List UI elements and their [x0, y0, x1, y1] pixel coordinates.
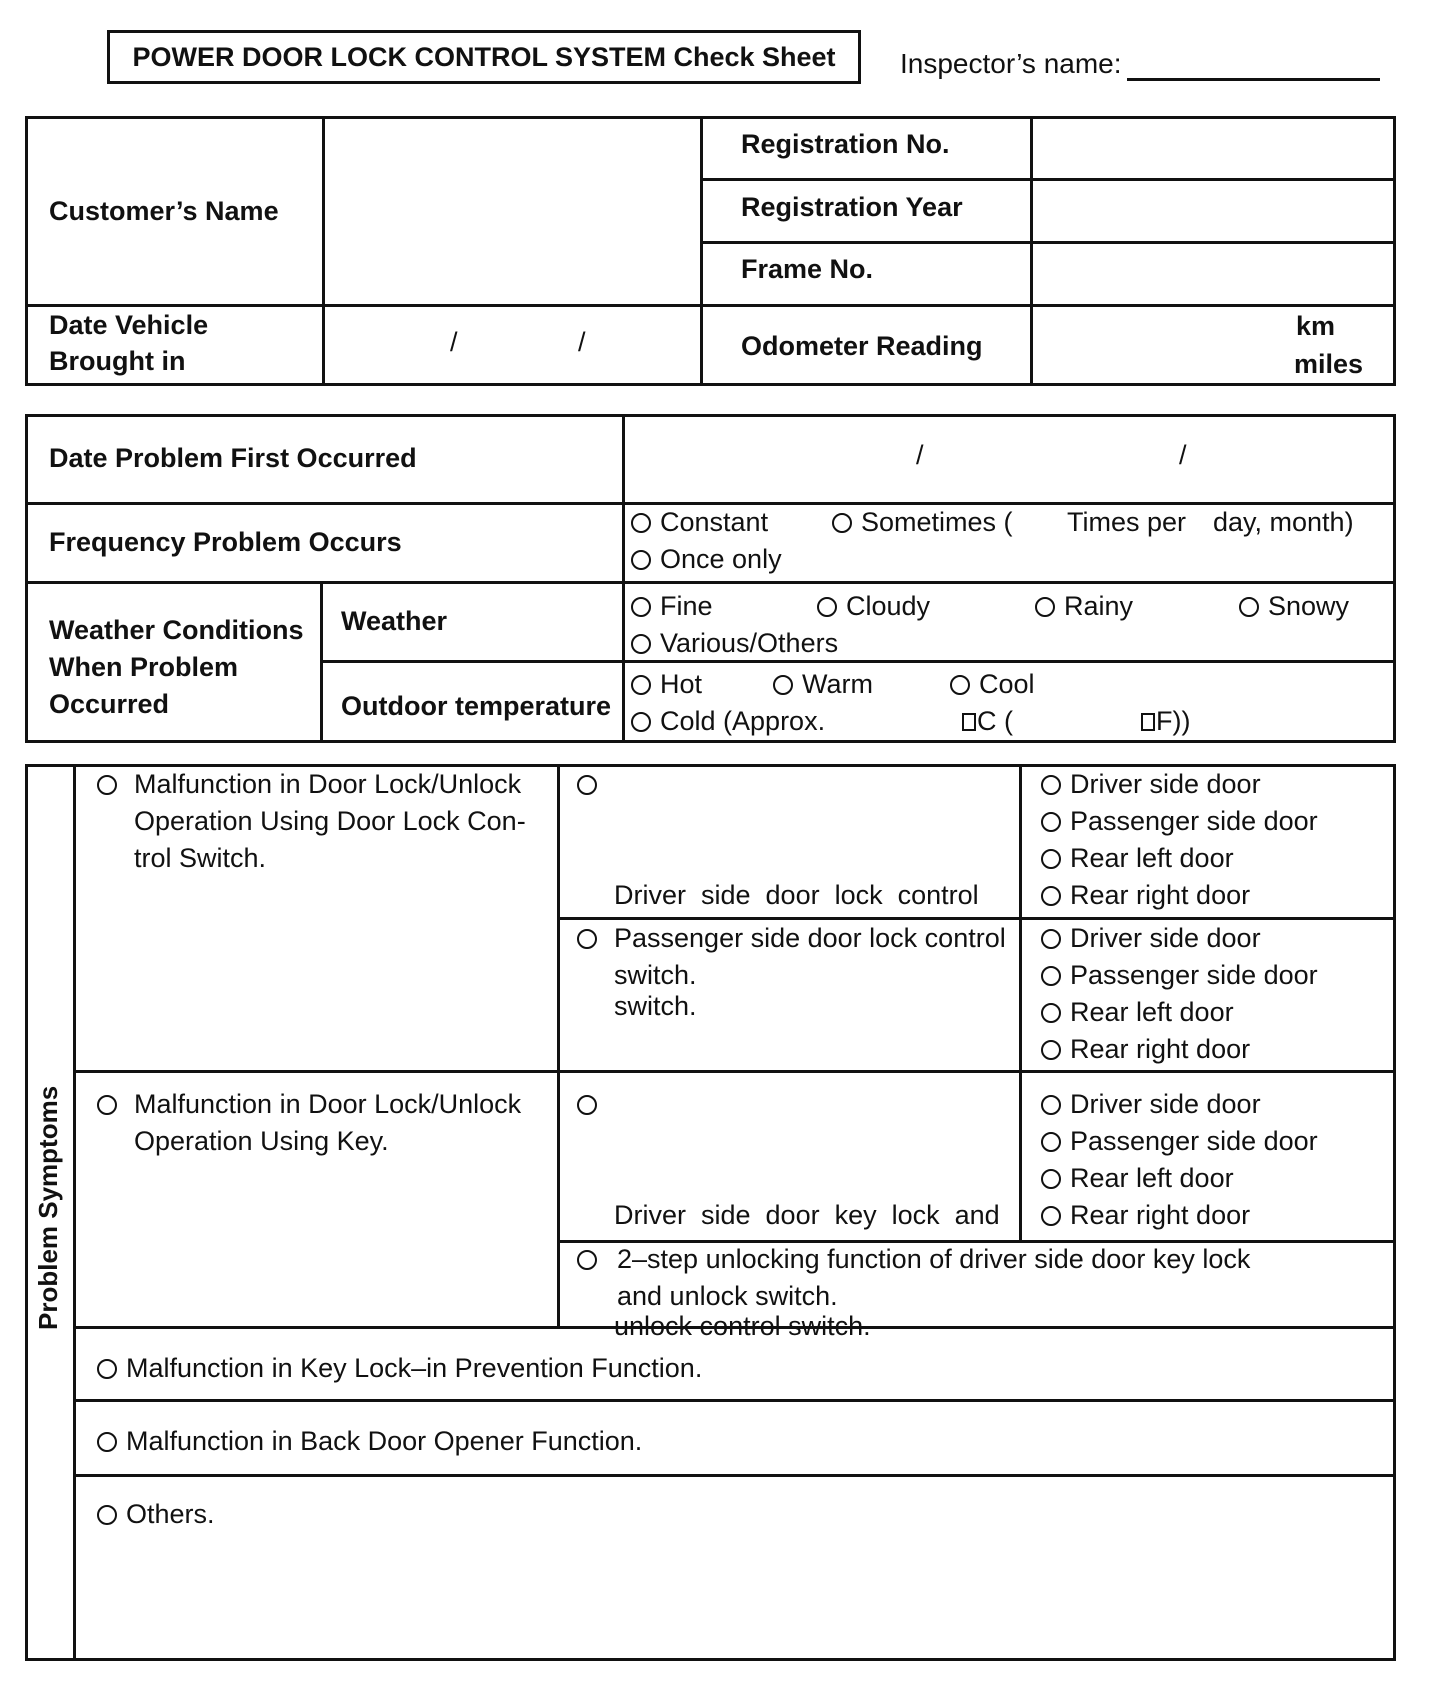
divider: [320, 583, 323, 743]
divider: [320, 660, 1396, 663]
option-label: Warm: [802, 669, 873, 699]
temp-c-label: C (: [977, 706, 1013, 736]
divider: [73, 764, 76, 1661]
option-label: Malfunction in Back Door Opener Function.: [126, 1426, 643, 1456]
door-rear-left-option[interactable]: [1041, 1160, 1234, 1197]
date-separator: /: [450, 327, 458, 357]
back-door-option[interactable]: [97, 1423, 642, 1460]
date-brought-label-line2: Brought in: [49, 346, 186, 376]
weather-various-option[interactable]: [631, 625, 838, 662]
option-label: Snowy: [1268, 591, 1350, 621]
radio-circle-icon: [1041, 929, 1061, 949]
radio-circle-icon: [1041, 886, 1061, 906]
passenger-switch-option[interactable]: [577, 920, 1017, 994]
radio-circle-icon: [1041, 1040, 1061, 1060]
temp-warm-option[interactable]: [773, 666, 873, 703]
option-text-line: unlock control switch.: [614, 1311, 871, 1341]
weather-cloudy-option[interactable]: [817, 588, 930, 625]
option-text-line: Passenger side door lock control: [614, 923, 1006, 953]
option-label: Rear left door: [1070, 1163, 1234, 1193]
door-passenger-option[interactable]: [1041, 1123, 1318, 1160]
door-driver-option[interactable]: [1041, 920, 1261, 957]
option-label: Sometimes (: [861, 507, 1013, 537]
radio-circle-icon: [97, 1505, 117, 1525]
frame-no-label: Frame No.: [741, 254, 874, 284]
divider: [557, 764, 560, 1328]
option-label: Cold (Approx.: [660, 706, 826, 736]
option-label: Others.: [126, 1499, 215, 1529]
date-separator: /: [916, 440, 924, 470]
unit-miles: miles: [1294, 349, 1364, 379]
radio-circle-icon: [577, 929, 597, 949]
option-text-line: Malfunction in Door Lock/Unlock: [134, 769, 522, 799]
divider: [622, 414, 625, 743]
divider: [1019, 764, 1022, 1240]
radio-circle-icon: [97, 1095, 117, 1115]
radio-circle-icon: [1041, 812, 1061, 832]
weather-conditions-label-line1: Weather Conditions: [49, 615, 304, 645]
weather-rainy-option[interactable]: [1035, 588, 1133, 625]
key-malfunction-option[interactable]: [97, 1086, 557, 1160]
radio-circle-icon: [631, 597, 651, 617]
option-label: Malfunction in Key Lock–in Prevention Function.: [126, 1353, 703, 1383]
sheet-title: POWER DOOR LOCK CONTROL SYSTEM Check Sheet: [107, 30, 861, 84]
door-passenger-option[interactable]: [1041, 957, 1318, 994]
radio-circle-icon: [97, 775, 117, 795]
radio-circle-icon: [832, 513, 852, 533]
divider: [700, 241, 1396, 244]
frame-no-field[interactable]: [1034, 245, 1392, 302]
divider: [1030, 116, 1033, 386]
radio-circle-icon: [950, 675, 970, 695]
customer-name-field[interactable]: [326, 120, 696, 302]
inspector-label: Inspector’s name:: [900, 48, 1122, 79]
weather-conditions-label-line3: Occurred: [49, 689, 170, 719]
radio-circle-icon: [577, 775, 597, 795]
option-label: Driver side door: [1070, 1089, 1261, 1119]
option-label: Passenger side door: [1070, 806, 1318, 836]
temp-f-label: F)): [1156, 706, 1191, 736]
option-label: Rainy: [1064, 591, 1134, 621]
temp-hot-option[interactable]: [631, 666, 702, 703]
option-text-line: Driver side door lock control: [614, 880, 979, 910]
door-driver-option[interactable]: [1041, 1086, 1261, 1123]
weather-snowy-option[interactable]: [1239, 588, 1349, 625]
divider: [73, 1070, 1396, 1073]
radio-circle-icon: [1035, 597, 1055, 617]
odometer-label: Odometer Reading: [741, 331, 983, 361]
temp-celsius: [962, 703, 1013, 740]
radio-circle-icon: [631, 712, 651, 732]
unit-km: km: [1296, 311, 1336, 341]
radio-circle-icon: [773, 675, 793, 695]
option-label: Rear left door: [1070, 997, 1234, 1027]
inspector-name-field[interactable]: [1127, 78, 1380, 81]
door-passenger-option[interactable]: [1041, 803, 1318, 840]
option-text-line: switch.: [614, 991, 697, 1021]
option-label: Driver side door: [1070, 923, 1261, 953]
option-label: Driver side door: [1070, 769, 1261, 799]
divider: [73, 1399, 1396, 1402]
door-rear-right-option[interactable]: [1041, 1031, 1250, 1068]
option-label: Rear right door: [1070, 1034, 1251, 1064]
option-label: Cool: [979, 669, 1035, 699]
option-text-line: Operation Using Key.: [134, 1126, 389, 1156]
registration-year-label: Registration Year: [741, 192, 963, 222]
option-label: Cloudy: [846, 591, 931, 621]
degree-square-icon: [1141, 713, 1155, 731]
two-step-unlock-option[interactable]: [577, 1241, 1387, 1315]
radio-circle-icon: [631, 550, 651, 570]
weather-fine-option[interactable]: [631, 588, 713, 625]
radio-circle-icon: [1041, 966, 1061, 986]
radio-circle-icon: [1041, 1132, 1061, 1152]
option-label: Various/Others: [660, 628, 839, 658]
radio-circle-icon: [1041, 1206, 1061, 1226]
option-label: Once only: [660, 544, 782, 574]
radio-circle-icon: [631, 634, 651, 654]
freq-sometimes-option[interactable]: [832, 504, 1013, 541]
temp-fahrenheit: [1141, 703, 1190, 740]
divider: [700, 116, 703, 386]
radio-circle-icon: [1041, 1169, 1061, 1189]
radio-circle-icon: [1041, 1003, 1061, 1023]
radio-circle-icon: [817, 597, 837, 617]
option-text-line: switch.: [614, 960, 697, 990]
registration-no-field[interactable]: [1034, 120, 1392, 176]
key-lockin-option[interactable]: [97, 1350, 702, 1387]
freq-once-option[interactable]: [631, 541, 782, 578]
switch-malfunction-option[interactable]: [97, 766, 557, 877]
option-label: Fine: [660, 591, 713, 621]
radio-circle-icon: [631, 513, 651, 533]
door-rear-right-option[interactable]: [1041, 1197, 1250, 1234]
radio-circle-icon: [577, 1250, 597, 1270]
radio-circle-icon: [1041, 1095, 1061, 1115]
others-option[interactable]: [97, 1496, 215, 1533]
customer-name-label: Customer’s Name: [49, 196, 279, 226]
divider: [25, 304, 1396, 307]
frequency-label: Frequency Problem Occurs: [49, 527, 402, 557]
option-text-line: and unlock switch.: [617, 1281, 838, 1311]
radio-circle-icon: [97, 1359, 117, 1379]
temp-cold-option[interactable]: [631, 703, 825, 740]
degree-square-icon: [962, 713, 976, 731]
door-rear-right-option[interactable]: [1041, 877, 1250, 914]
option-label: Constant: [660, 507, 769, 537]
problem-symptoms-text: Problem Symptoms: [33, 1085, 63, 1330]
registration-no-label: Registration No.: [741, 129, 950, 159]
radio-circle-icon: [631, 675, 651, 695]
door-driver-option[interactable]: [1041, 766, 1261, 803]
divider: [73, 1474, 1396, 1477]
radio-circle-icon: [97, 1432, 117, 1452]
door-rear-left-option[interactable]: [1041, 994, 1234, 1031]
date-first-occurred-label: Date Problem First Occurred: [49, 443, 417, 473]
freq-times-per: Times per: [1067, 507, 1187, 537]
option-text-line: 2–step unlocking function of driver side door key lock: [617, 1244, 1251, 1274]
date-separator: /: [578, 327, 586, 357]
freq-constant-option[interactable]: [631, 504, 768, 541]
door-rear-left-option[interactable]: [1041, 840, 1234, 877]
divider: [25, 581, 1396, 584]
option-text-line: Driver side door key lock and: [614, 1200, 1000, 1230]
radio-circle-icon: [1041, 849, 1061, 869]
registration-year-field[interactable]: [1034, 182, 1392, 239]
radio-circle-icon: [1041, 775, 1061, 795]
key-switch-option[interactable]: [577, 1086, 1017, 1382]
option-label: Rear left door: [1070, 843, 1234, 873]
option-label: Rear right door: [1070, 880, 1251, 910]
option-label: Rear right door: [1070, 1200, 1251, 1230]
weather-label: Weather: [341, 606, 448, 636]
option-label: Hot: [660, 669, 703, 699]
date-separator: /: [1179, 440, 1187, 470]
option-label: Passenger side door: [1070, 1126, 1318, 1156]
temp-cool-option[interactable]: [950, 666, 1035, 703]
driver-switch-option[interactable]: [577, 766, 1017, 1062]
radio-circle-icon: [1239, 597, 1259, 617]
freq-day-month: day, month): [1213, 507, 1354, 537]
divider: [700, 178, 1396, 181]
option-label: Passenger side door: [1070, 960, 1318, 990]
weather-conditions-label-line2: When Problem: [49, 652, 239, 682]
radio-circle-icon: [577, 1095, 597, 1115]
divider: [322, 116, 325, 386]
option-text-line: Malfunction in Door Lock/Unlock: [134, 1089, 522, 1119]
outdoor-temp-label: Outdoor temperature: [341, 691, 612, 721]
option-text-line: trol Switch.: [134, 843, 267, 873]
date-brought-label-line1: Date Vehicle: [49, 310, 209, 340]
option-text-line: Operation Using Door Lock Con-: [134, 806, 526, 836]
